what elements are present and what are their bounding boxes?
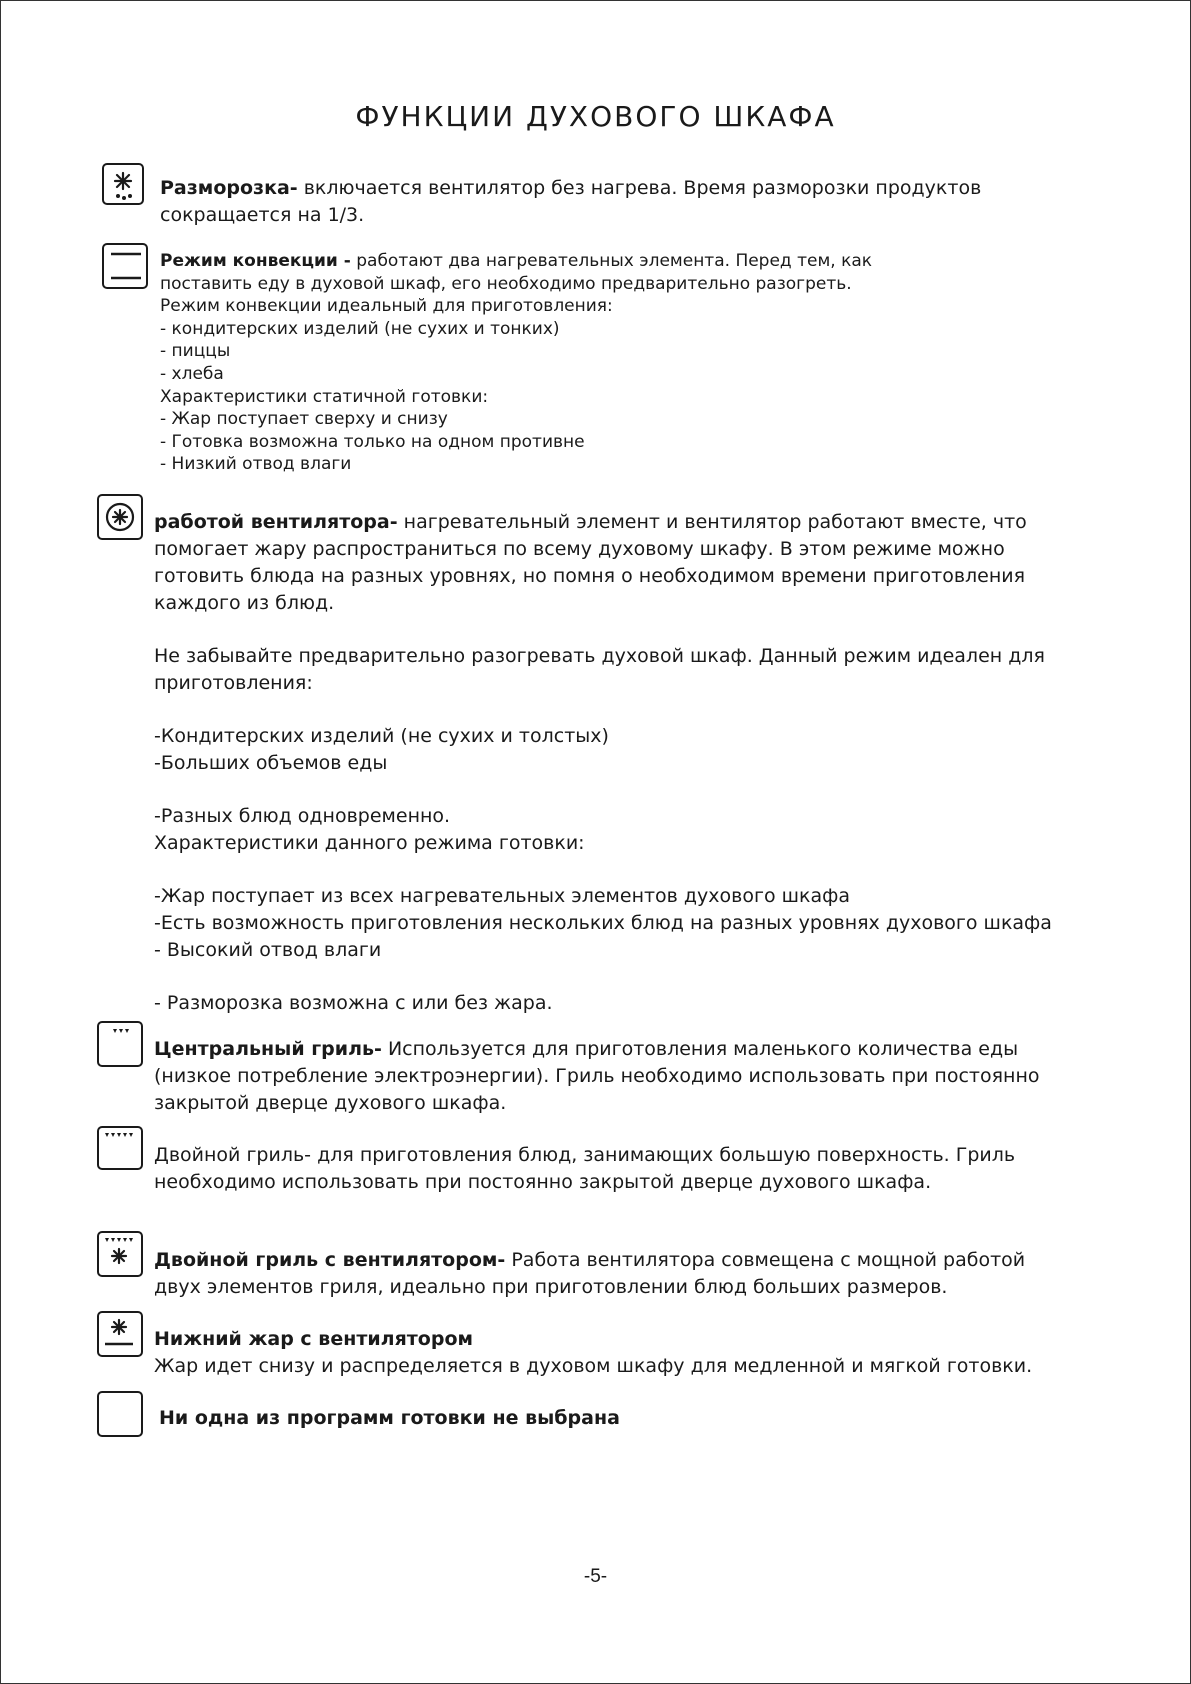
double-grill-fan-heading: Двойной гриль с вентилятором- [154,1249,506,1271]
double-grill-line: необходимо использовать при постоянно закрытой дверце духового шкафа. [154,1171,932,1193]
convection-line: работают два нагревательных элемента. Перед тем, как [356,251,873,271]
fan-heading: работой вентилятора- [154,511,398,533]
defrost-line: включается вентилятор без нагрева. Время разморозки продуктов [303,177,982,199]
central-grill-heading: Центральный гриль- [154,1038,382,1060]
double-grill-description [154,1142,1015,1196]
fan-line [154,964,1052,990]
convection-line: Характеристики статичной готовки: [160,386,489,407]
fan-line: -Больших объемов еды [154,752,388,774]
double-grill-fan-description [154,1247,1025,1301]
defrost-line: сокращается на 1/3. [160,204,365,226]
convection-icon [102,243,148,289]
fan-line: приготовления: [154,672,313,694]
fan-circle-icon [97,494,143,540]
empty-program-icon [97,1391,143,1437]
fan-line: Не забывайте предварительно разогревать духовой шкаф. Данный режим идеален для [154,645,1045,667]
convection-line: Режим конвекции идеальный для приготовления: [160,296,613,317]
fan-line: -Разных блюд одновременно. [154,805,451,827]
fan-line: Характеристики данного режима готовки: [154,832,585,854]
convection-line: - кондитерских изделий (не сухих и тонких) [160,318,560,339]
central-grill-line: (низкое потребление электроэнергии). Гриль необходимо использовать при постоянно [154,1065,1040,1087]
convection-line: - хлеба [160,363,224,384]
fan-line [154,697,1052,723]
page-number: -5- [583,1566,608,1587]
bottom-heat-fan-line: Жар идет снизу и распределяется в духовом шкафу для медленной и мягкой готовки. [154,1355,1033,1377]
fan-line [154,777,1052,803]
defrost-description [160,175,981,229]
central-grill-icon [97,1021,143,1067]
fan-line: - Разморозка возможна с или без жара. [154,992,553,1014]
convection-line: поставить еду в духовой шкаф, его необходимо предварительно разогреть. [160,273,852,294]
bottom-heat-fan-heading: Нижний жар с вентилятором [154,1328,474,1350]
fan-line: каждого из блюд. [154,592,335,614]
fan-line [154,857,1052,883]
convection-line: - пиццы [160,341,231,362]
convection-description [160,250,872,476]
double-grill-line: Двойной гриль- для приготовления блюд, занимающих большую поверхность. Гриль [154,1144,1016,1166]
bottom-heat-fan-icon [97,1311,143,1357]
bottom-heat-fan-description [154,1326,1032,1380]
central-grill-line: закрытой дверце духового шкафа. [154,1092,507,1114]
fan-description [154,509,1052,1017]
fan-line: нагревательный элемент и вентилятор работают вместе, что [403,511,1027,533]
no-program-heading: Ни одна из программ готовки не выбрана [159,1407,620,1429]
convection-line: - Низкий отвод влаги [160,454,352,475]
no-program-description [159,1405,620,1432]
double-grill-fan-line: двух элементов гриля, идеально при приготовлении блюд больших размеров. [154,1276,948,1298]
fan-line: -Есть возможность приготовления нескольких блюд на разных уровнях духового шкафа [154,912,1052,934]
central-grill-line: Используется для приготовления маленького количества еды [387,1038,1019,1060]
fan-line: помогает жару распространиться по всему духовому шкафу. В этом режиме можно [154,538,1005,560]
central-grill-description [154,1036,1040,1117]
convection-line: - Готовка возможна только на одном противне [160,431,585,452]
double-grill-fan-line: Работа вентилятора совмещена с мощной работой [511,1249,1026,1271]
page-title: ФУНКЦИИ ДУХОВОГО ШКАФА [355,100,836,133]
convection-heading: Режим конвекции - [160,251,351,271]
fan-line: - Высокий отвод влаги [154,939,382,961]
fan-line: готовить блюда на разных уровнях, но помня о необходимом времени приготовления [154,565,1026,587]
fan-line [154,617,1052,643]
double-grill-fan-icon [97,1231,143,1277]
fan-line: -Кондитерских изделий (не сухих и толстых) [154,725,609,747]
defrost-heading: Разморозка- [160,177,298,199]
double-grill-icon [97,1126,143,1170]
fan-line: -Жар поступает из всех нагревательных элементов духового шкафа [154,885,851,907]
convection-line: - Жар поступает сверху и снизу [160,409,448,430]
defrost-icon [102,163,144,205]
